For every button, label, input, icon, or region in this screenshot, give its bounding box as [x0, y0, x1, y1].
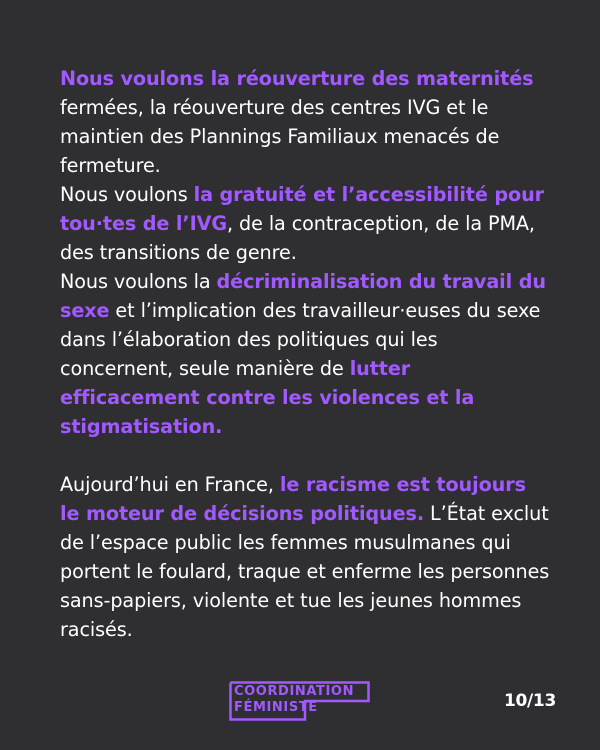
- logo-line-1: COORDINATION: [234, 684, 355, 699]
- logo-line-2: FÉMINISTE: [234, 700, 318, 715]
- body-text: Aujourd’hui en France,: [60, 473, 280, 496]
- body-text: et l’implication des travailleur·euses du sexe dans l’élaboration des politiques qui les concernent, seule manière de: [60, 299, 541, 380]
- body-text: Nous voulons: [60, 183, 194, 206]
- body-text: Nous voulons la: [60, 270, 217, 293]
- body-text: L’État exclut de l’espace public les femmes musulmanes qui portent le foulard, traque et enferme les personnes sans-papiers, violente et tue les jeunes hommes racisés.: [60, 502, 550, 641]
- body-text: , de la contraception, de la PMA, des transitions de genre.: [60, 212, 535, 264]
- paragraph: [60, 470, 550, 644]
- body-text: fermées, la réouverture des centres IVG et le maintien des Plannings Familiaux menacés de fermeture.: [60, 96, 500, 177]
- highlighted-text: la gratuité et l’accessibilité pour tou·tes de l’IVG: [60, 183, 544, 235]
- paragraph: [60, 267, 550, 441]
- page-number: 10/13: [503, 691, 556, 711]
- paragraph: [60, 64, 550, 180]
- highlighted-text: lutter efficacement contre les violences et la stigmatisation.: [60, 357, 475, 438]
- highlighted-text: le racisme est toujours le moteur de décisions politiques.: [60, 473, 526, 525]
- manifesto-text: [60, 64, 550, 644]
- paragraph: [60, 180, 550, 267]
- coordination-feministe-logo: [229, 681, 370, 721]
- highlighted-text: décriminalisation du travail du sexe: [60, 270, 546, 322]
- highlighted-text: Nous voulons la réouverture des maternités: [60, 67, 534, 90]
